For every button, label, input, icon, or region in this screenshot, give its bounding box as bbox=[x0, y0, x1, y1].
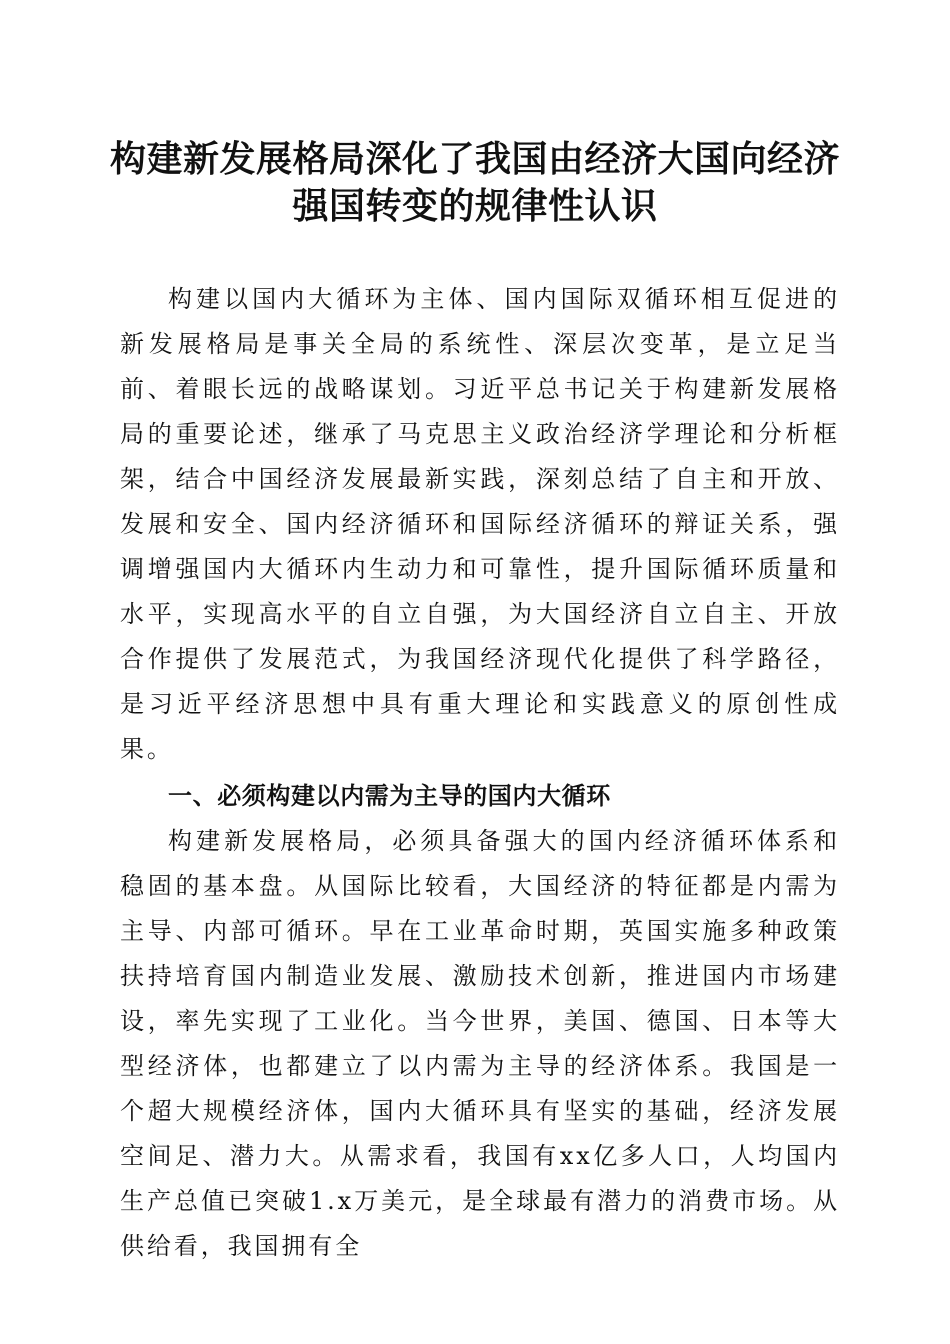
body-paragraph: 构建新发展格局，必须具备强大的国内经济循环体系和稳固的基本盘。从国际比较看，大国经济的特征都是内需为主导、内部可循环。早在工业革命时期，英国实施多种政策扶持培育国内制造业发展、激励技术创新，推进国内市场建设，率先实现了工业化。当今世界，美国、德国、日本等大型经济体，也都建立了以内需为主导的经济体系。我国是一个超大规模经济体，国内大循环具有坚实的基础，经济发展空间足、潜力大。从需求看，我国有xx亿多人口，人均国内生产总值已突破1.x万美元，是全球最有潜力的消费市场。从供给看，我国拥有全 bbox=[120, 827, 840, 1260]
document-body bbox=[120, 277, 840, 1269]
section-heading: 一、必须构建以内需为主导的国内大循环 bbox=[168, 782, 611, 810]
title-line-1: 构建新发展格局深化了我国由经济大国向经济 bbox=[109, 138, 840, 180]
title-line-2: 强国转变的规律性认识 bbox=[292, 185, 658, 227]
intro-paragraph: 构建以国内大循环为主体、国内国际双循环相互促进的新发展格局是事关全局的系统性、深层次变革，是立足当前、着眼长远的战略谋划。习近平总书记关于构建新发展格局的重要论述，继承了马克思主义政治经济学理论和分析框架，结合中国经济发展最新实践，深刻总结了自主和开放、发展和安全、国内经济循环和国际经济循环的辩证关系，强调增强国内大循环内生动力和可靠性，提升国际循环质量和水平，实现高水平的自立自强，为大国经济自立自主、开放合作提供了发展范式，为我国经济现代化提供了科学路径，是习近平经济思想中具有重大理论和实践意义的原创性成果。 bbox=[120, 285, 840, 763]
document-title bbox=[100, 136, 850, 230]
